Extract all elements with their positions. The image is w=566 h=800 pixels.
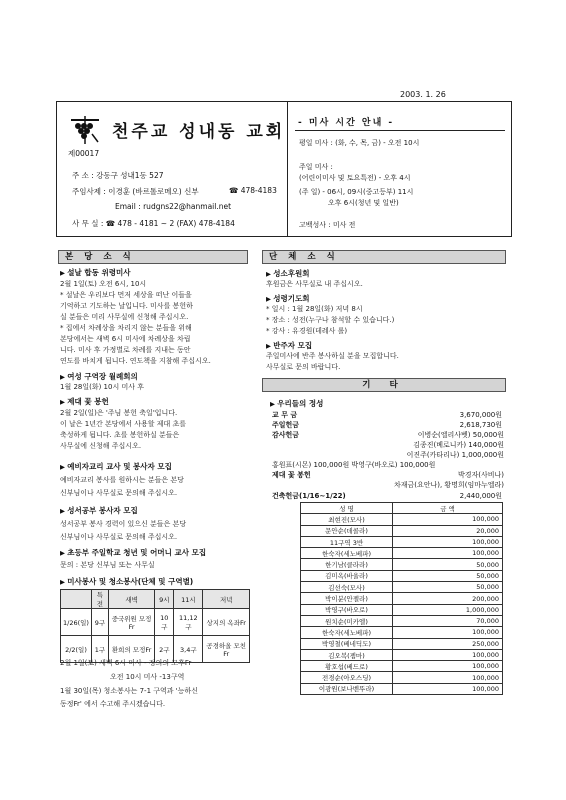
news-line: 1월 28일(화) 10시 미사 후 (60, 383, 144, 391)
building-fund-amount: 2,440,000원 (459, 492, 502, 500)
group-line: 주일미사에 반주 봉사하실 분을 모집합니다. (266, 352, 399, 360)
grape-logo-icon (68, 114, 102, 146)
table-row (61, 609, 250, 636)
news-line: 예비자교리 봉사를 원하시는 분들은 본당 (60, 476, 184, 484)
table-row (301, 559, 503, 570)
table-cell: 9구 (91, 609, 108, 636)
table-cell: 환희의 모정Fr (108, 636, 155, 663)
table-row (301, 604, 503, 615)
table-header: 특전 (91, 590, 108, 609)
parish-news-heading: 본 당 소 식 (58, 250, 248, 264)
schedule-note: 동정Fr' 에서 수고해 주시겠습니다. (60, 700, 166, 708)
news-line: 사무실에 신청해 주십시오. (60, 442, 142, 450)
donor-amount: 100,000 (393, 672, 503, 683)
flower-donor: 차재금(요안나), 황명희(임마누엘라) (393, 481, 504, 489)
other-heading: 기 타 (262, 378, 506, 392)
thanks-label-text: 감사헌금 (272, 431, 300, 439)
group-item-title: ▶ 성령기도회 (266, 293, 310, 304)
table-row (301, 514, 503, 525)
donor-amount: 50,000 (393, 570, 503, 581)
thanks-entry: 김종진(베로니카) 140,000원 (413, 441, 504, 449)
news-line: * 설날은 우리보다 먼저 세상을 떠난 이들을 (60, 291, 192, 299)
news-line: 연도를 바치게 됩니다. 연도책을 지참해 주십시오. (60, 357, 211, 365)
donor-amount: 70,000 (393, 615, 503, 626)
donor-amount: 250,000 (393, 638, 503, 649)
news-line: 신부님이나 사무실로 문의해 주십시오. (60, 533, 178, 541)
group-line: * 장소 : 성전(누구나 참석할 수 있습니다.) (266, 316, 395, 324)
thanks-label (272, 430, 299, 440)
donor-name: 한숙자(세노베파) (301, 548, 393, 559)
news-line: 신부님이나 사무실로 문의해 주십시오. (60, 489, 178, 497)
donor-name: 이광원(보나벤뚜라) (301, 683, 393, 694)
finance-row (272, 420, 502, 430)
news-item-title: ▶ 설날 합동 위령미사 (60, 267, 130, 278)
donor-amount: 100,000 (393, 649, 503, 660)
donor-amount: 100,000 (393, 627, 503, 638)
donor-amount: 200,000 (393, 593, 503, 604)
table-cell: 3,4구 (174, 636, 203, 663)
schedule-note: 오전 10시 미사 -13구역 (110, 673, 185, 681)
table-header-row (301, 503, 503, 514)
donor-name: 박영구(바오로) (301, 604, 393, 615)
group-line: 후원금은 사무실로 내 주십시오. (266, 280, 363, 288)
news-line: 이 날은 1년간 본당에서 사용할 제대 초를 (60, 420, 186, 428)
table-header (61, 590, 92, 609)
table-cell: 2/2(일) (61, 636, 92, 663)
table-row (301, 638, 503, 649)
flower-label (272, 470, 311, 480)
weekday-mass: 평일 미사 : (화, 수, 목, 금) - 오전 10시 (299, 139, 420, 147)
table-row (301, 661, 503, 672)
table-row (301, 593, 503, 604)
donor-amount: 1,000,000 (393, 604, 503, 615)
parish-title: 천주교 성내동 교회 (112, 122, 286, 142)
email-line[interactable]: Email : rudgns22@hanmail.net (115, 202, 232, 211)
finance-amount: 3,670,000원 (459, 411, 502, 419)
news-item-title: ▶ 미사봉사 및 청소봉사(단체 및 구역별) (60, 576, 193, 587)
donor-name: 김미옥(바울라) (301, 570, 393, 581)
donor-name: 전경순(아오스딩) (301, 672, 393, 683)
donor-name: 김선숙(모사) (301, 582, 393, 593)
donor-amount: 100,000 (393, 514, 503, 525)
table-row (301, 570, 503, 581)
flower-label-text: 제대 꽃 봉헌 (272, 471, 311, 479)
table-header: 저녁 (203, 590, 250, 609)
header-divider (287, 101, 288, 237)
finance-label: 교 무 금 (272, 411, 298, 419)
finance-label: 주일헌금 (272, 421, 300, 429)
group-news-heading: 단 체 소 식 (262, 250, 506, 264)
news-line: 2월 1일(토) 오전 6시, 10시 (60, 280, 147, 288)
donor-amount: 100,000 (393, 548, 503, 559)
bulletin-date: 2003. 1. 26 (400, 90, 446, 99)
donor-name: 한기남(클라라) (301, 559, 393, 570)
building-fund-row (272, 491, 502, 501)
table-row (301, 582, 503, 593)
donors-table-body (301, 514, 503, 695)
donor-name: 박영철(베네딕도) (301, 638, 393, 649)
mass-times-title: - 미사 시간 안내 - (298, 118, 395, 128)
donors-table (300, 502, 503, 695)
group-item-title: ▶ 성소후원회 (266, 268, 310, 279)
news-item-title: ▶ 예비자교리 교사 및 봉사자 모집 (60, 461, 172, 472)
table-row (301, 649, 503, 660)
table-header-row (61, 590, 250, 609)
sunday-children-mass: (어린이미사 및 토요특전) - 오후 4시 (299, 174, 411, 182)
donor-name: 박이분(안젤라) (301, 593, 393, 604)
table-row (301, 627, 503, 638)
donor-name: 원치순(미카엘) (301, 615, 393, 626)
news-line: * 집에서 차례상을 차리지 않는 분들을 위해 (60, 324, 192, 332)
donor-amount: 50,000 (393, 582, 503, 593)
flower-donor: 박경자(사비나) (457, 471, 504, 479)
building-fund-label: 건축헌금(1/16~1/22) (272, 492, 346, 500)
news-line: 문의 : 본당 신부님 또는 사무실 (60, 561, 155, 569)
table-header: 9시 (155, 590, 174, 609)
address-line: 주 소 : 강동구 성내1동 527 (72, 171, 164, 180)
office-line: 사 무 실 : ☎ 478 - 4181 ~ 2 (FAX) 478-4184 (72, 219, 235, 228)
group-line: 사무실로 문의 바랍니다. (266, 363, 341, 371)
news-line: 2월 2일(일)은 '주님 봉헌 축일'입니다. (60, 409, 178, 417)
priest-line: 주임사제 : 이경훈 (바르톨로메오) 신부 (72, 187, 199, 196)
table-header: 11시 (174, 590, 203, 609)
service-schedule-table (60, 589, 250, 663)
sunday-mass-label: 주일 미사 : (299, 163, 333, 171)
finance-amount: 2,618,730원 (459, 421, 502, 429)
donor-amount: 50,000 (393, 559, 503, 570)
table-cell: 10구 (155, 609, 174, 636)
sunday-evening-mass: 오후 6시(청년 및 일반) (328, 199, 399, 207)
group-item-title: ▶ 반주자 모집 (266, 340, 312, 351)
news-line: 니다. 미사 후 가정별로 차례를 지내는 동안 (60, 346, 191, 354)
news-line: 기억하고 기도하는 날입니다. 미사를 봉헌하 (60, 302, 193, 310)
table-row (301, 548, 503, 559)
thanks-entry: 이진주(카타리나) 1,000,000원 (406, 451, 504, 459)
donor-amount: 20,000 (393, 525, 503, 536)
table-cell: 2구 (155, 636, 174, 663)
news-item-title: ▶ 초등부 주일학교 청년 및 어머니 교사 모집 (60, 547, 206, 558)
schedule-note: 1월 30일(목) 청소봉사는 7-1 구역과 '능하신 (60, 687, 198, 695)
sunday-main-mass: (주 일) - 06시, 09시(중고등부) 11시 (299, 188, 414, 196)
confession-time: 고백성사 : 미사 전 (299, 221, 356, 229)
table-cell: 공경하올 모친Fr (203, 636, 250, 663)
table-row (301, 683, 503, 694)
donor-amount: 100,000 (393, 683, 503, 694)
news-item-title: ▶ 제대 꽃 봉헌 (60, 396, 109, 407)
table-cell: 상지의 옥좌Fr (203, 609, 250, 636)
group-line: * 일시 : 1월 28일(화) 저녁 8시 (266, 305, 363, 313)
table-header: 금 액 (393, 503, 503, 514)
donor-name: 황호섭(베드로) (301, 661, 393, 672)
table-row (301, 525, 503, 536)
news-item-title: ▶ 성서공부 봉사자 모집 (60, 505, 138, 516)
table-cell: 1구 (91, 636, 108, 663)
news-line: 축성하게 됩니다. 초를 봉헌하실 분들은 (60, 431, 180, 439)
table-row (301, 672, 503, 683)
donor-name: 11구역 3반 (301, 536, 393, 547)
news-line: 성서공부 봉사 경력이 있으신 분들은 본당 (60, 520, 187, 528)
table-header: 성 명 (301, 503, 393, 514)
schedule-note: 2월 1일(토) 새벽 6시 미사 - 정의의 모후Fr (60, 659, 192, 667)
table-cell: 1/26(일) (61, 609, 92, 636)
funeral-offering: 홍원표(시몬) 100,000원 박영구(바오로) 100,000원 (272, 461, 436, 469)
table-header: 새벽 (108, 590, 155, 609)
news-line: 실 분들은 미리 사무실에 신청해 주십시오. (60, 313, 189, 321)
mass-times-separator (295, 130, 505, 131)
donor-amount: 100,000 (393, 536, 503, 547)
news-item-title: ▶ 여성 구역장 월례회의 (60, 371, 138, 382)
finance-row (272, 410, 502, 420)
donor-amount: 100,000 (393, 661, 503, 672)
thanks-entry: 이병순(엘리사벳) 50,000원 (417, 431, 504, 439)
table-row (301, 615, 503, 626)
group-line: * 강사 : 유경원(데레사 롤) (266, 327, 348, 335)
finance-title: ▶ 우리들의 정성 (270, 398, 323, 409)
priest-phone: ☎ 478-4183 (229, 186, 277, 195)
table-cell: 중국위원 모정Fr (108, 609, 155, 636)
donor-name: 한숙자(세노베파) (301, 627, 393, 638)
donor-name: 김오복(젬마) (301, 649, 393, 660)
donor-name: 최현진(모사) (301, 514, 393, 525)
donor-name: 문안순(데콜라) (301, 525, 393, 536)
news-line: 본당에서는 새벽 6시 미사에 차례상을 차립 (60, 335, 191, 343)
table-cell: 11,12구 (174, 609, 203, 636)
table-row (301, 536, 503, 547)
issue-number: 제00017 (68, 149, 100, 158)
